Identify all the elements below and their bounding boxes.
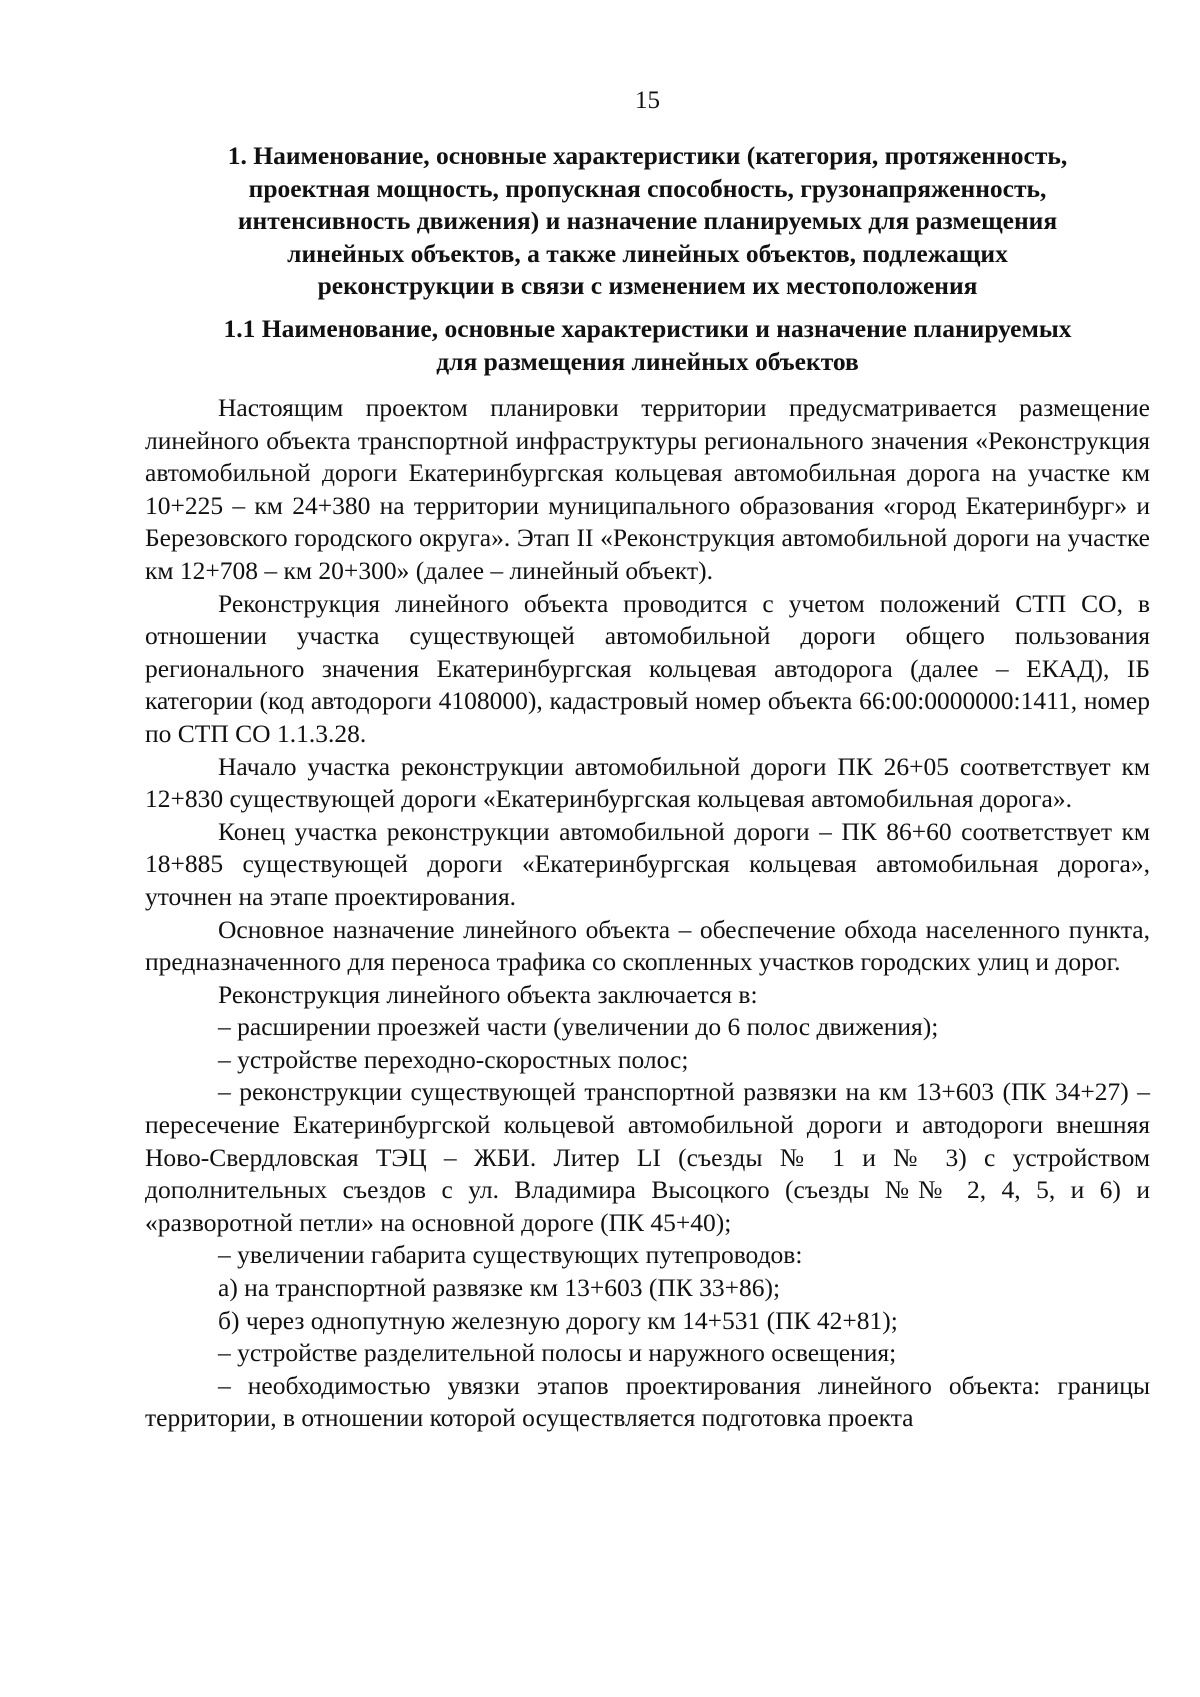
list-item: – расширении проезжей части (увеличении до 6 полос движения); — [218, 1012, 939, 1042]
list-item: – увеличении габарита существующих путепроводов: — [218, 1240, 803, 1270]
subsection-heading-line: 1.1 Наименование, основные характеристики и назначение планируемых — [223, 314, 1072, 343]
section-heading-line: проектная мощность, пропускная способность, грузонапряженность, — [248, 173, 1047, 203]
section-heading-line: линейных объектов, а также линейных объектов, подлежащих — [287, 238, 1008, 268]
subsection-heading — [145, 313, 1150, 378]
list-item: – реконструкции существующей транспортной развязки на км 13+603 (ПК 34+27) – пересечение Екатеринбургской кольцевой автомобильной дороги и автодороги внешняя Ново-Свердловская ТЭЦ – ЖБИ. Литер LI (съезды № 1 и № 3) с устройством дополнительных съездов с ул. Владимира Высоцкого (съезды №№ 2, 4, 5, и 6) и «разворотной петли» на основной дороге (ПК 45+40); — [145, 1077, 1150, 1237]
paragraph: Реконструкция линейного объекта проводится с учетом положений СТП СО, в отношении участка существующей автомобильной дороги общего пользования регионального значения Екатеринбургская кольцевая автодорога (далее – ЕКАД), IБ категории (код автодороги 4108000), кадастровый номер объекта 66:00:0000000:1411, номер по СТП СО 1.1.3.28. — [145, 588, 1150, 748]
list-item: – устройстве разделительной полосы и наружного освещения; — [218, 1338, 897, 1368]
paragraph: Начало участка реконструкции автомобильной дороги ПК 26+05 соответствует км 12+830 существующей дороги «Екатеринбургская кольцевая автомобильная дорога». — [145, 751, 1150, 814]
paragraph: Реконструкция линейного объекта заключается в: — [218, 979, 758, 1009]
page-number: 15 — [635, 87, 660, 114]
document-page — [145, 0, 1150, 1697]
paragraph: Конец участка реконструкции автомобильной дороги – ПК 86+60 соответствует км 18+885 существующей дороги «Екатеринбургская кольцевая автомобильная дорога», уточнен на этапе проектирования. — [145, 816, 1150, 911]
section-heading — [145, 140, 1150, 303]
list-item: – необходимостью увязки этапов проектирования линейного объекта: границы территории, в отношении которой осуществляется подготовка проекта — [145, 1370, 1150, 1433]
list-subitem: а) на транспортной развязке км 13+603 (ПК 33+86); — [218, 1273, 781, 1303]
body-text — [145, 392, 1150, 1435]
section-heading-line: интенсивность движения) и назначение планируемых для размещения — [237, 206, 1058, 235]
list-item: – устройстве переходно-скоростных полос; — [218, 1044, 689, 1074]
section-heading-line: реконструкции в связи с изменением их местоположения — [317, 271, 978, 300]
paragraph: Настоящим проектом планировки территории предусматривается размещение линейного объекта транспортной инфраструктуры регионального значения «Реконструкция автомобильной дороги Екатеринбургская кольцевая автомобильная дорога на участке км 10+225 – км 24+380 на территории муниципального образования «город Екатеринбург» и Березовского городского округа». Этап II «Реконструкция автомобильной дороги на участке км 12+708 – км 20+300» (далее – линейный объект). — [145, 393, 1150, 585]
subsection-heading-line: для размещения линейных объектов — [436, 346, 859, 376]
section-heading-line: 1. Наименование, основные характеристики (категория, протяженность, — [227, 141, 1068, 170]
list-subitem: б) через однопутную железную дорогу км 14+531 (ПК 42+81); — [218, 1305, 898, 1335]
paragraph: Основное назначение линейного объекта – обеспечение обхода населенного пункта, предназначенного для переноса трафика со скопленных участков городских улиц и дорог. — [145, 914, 1150, 977]
